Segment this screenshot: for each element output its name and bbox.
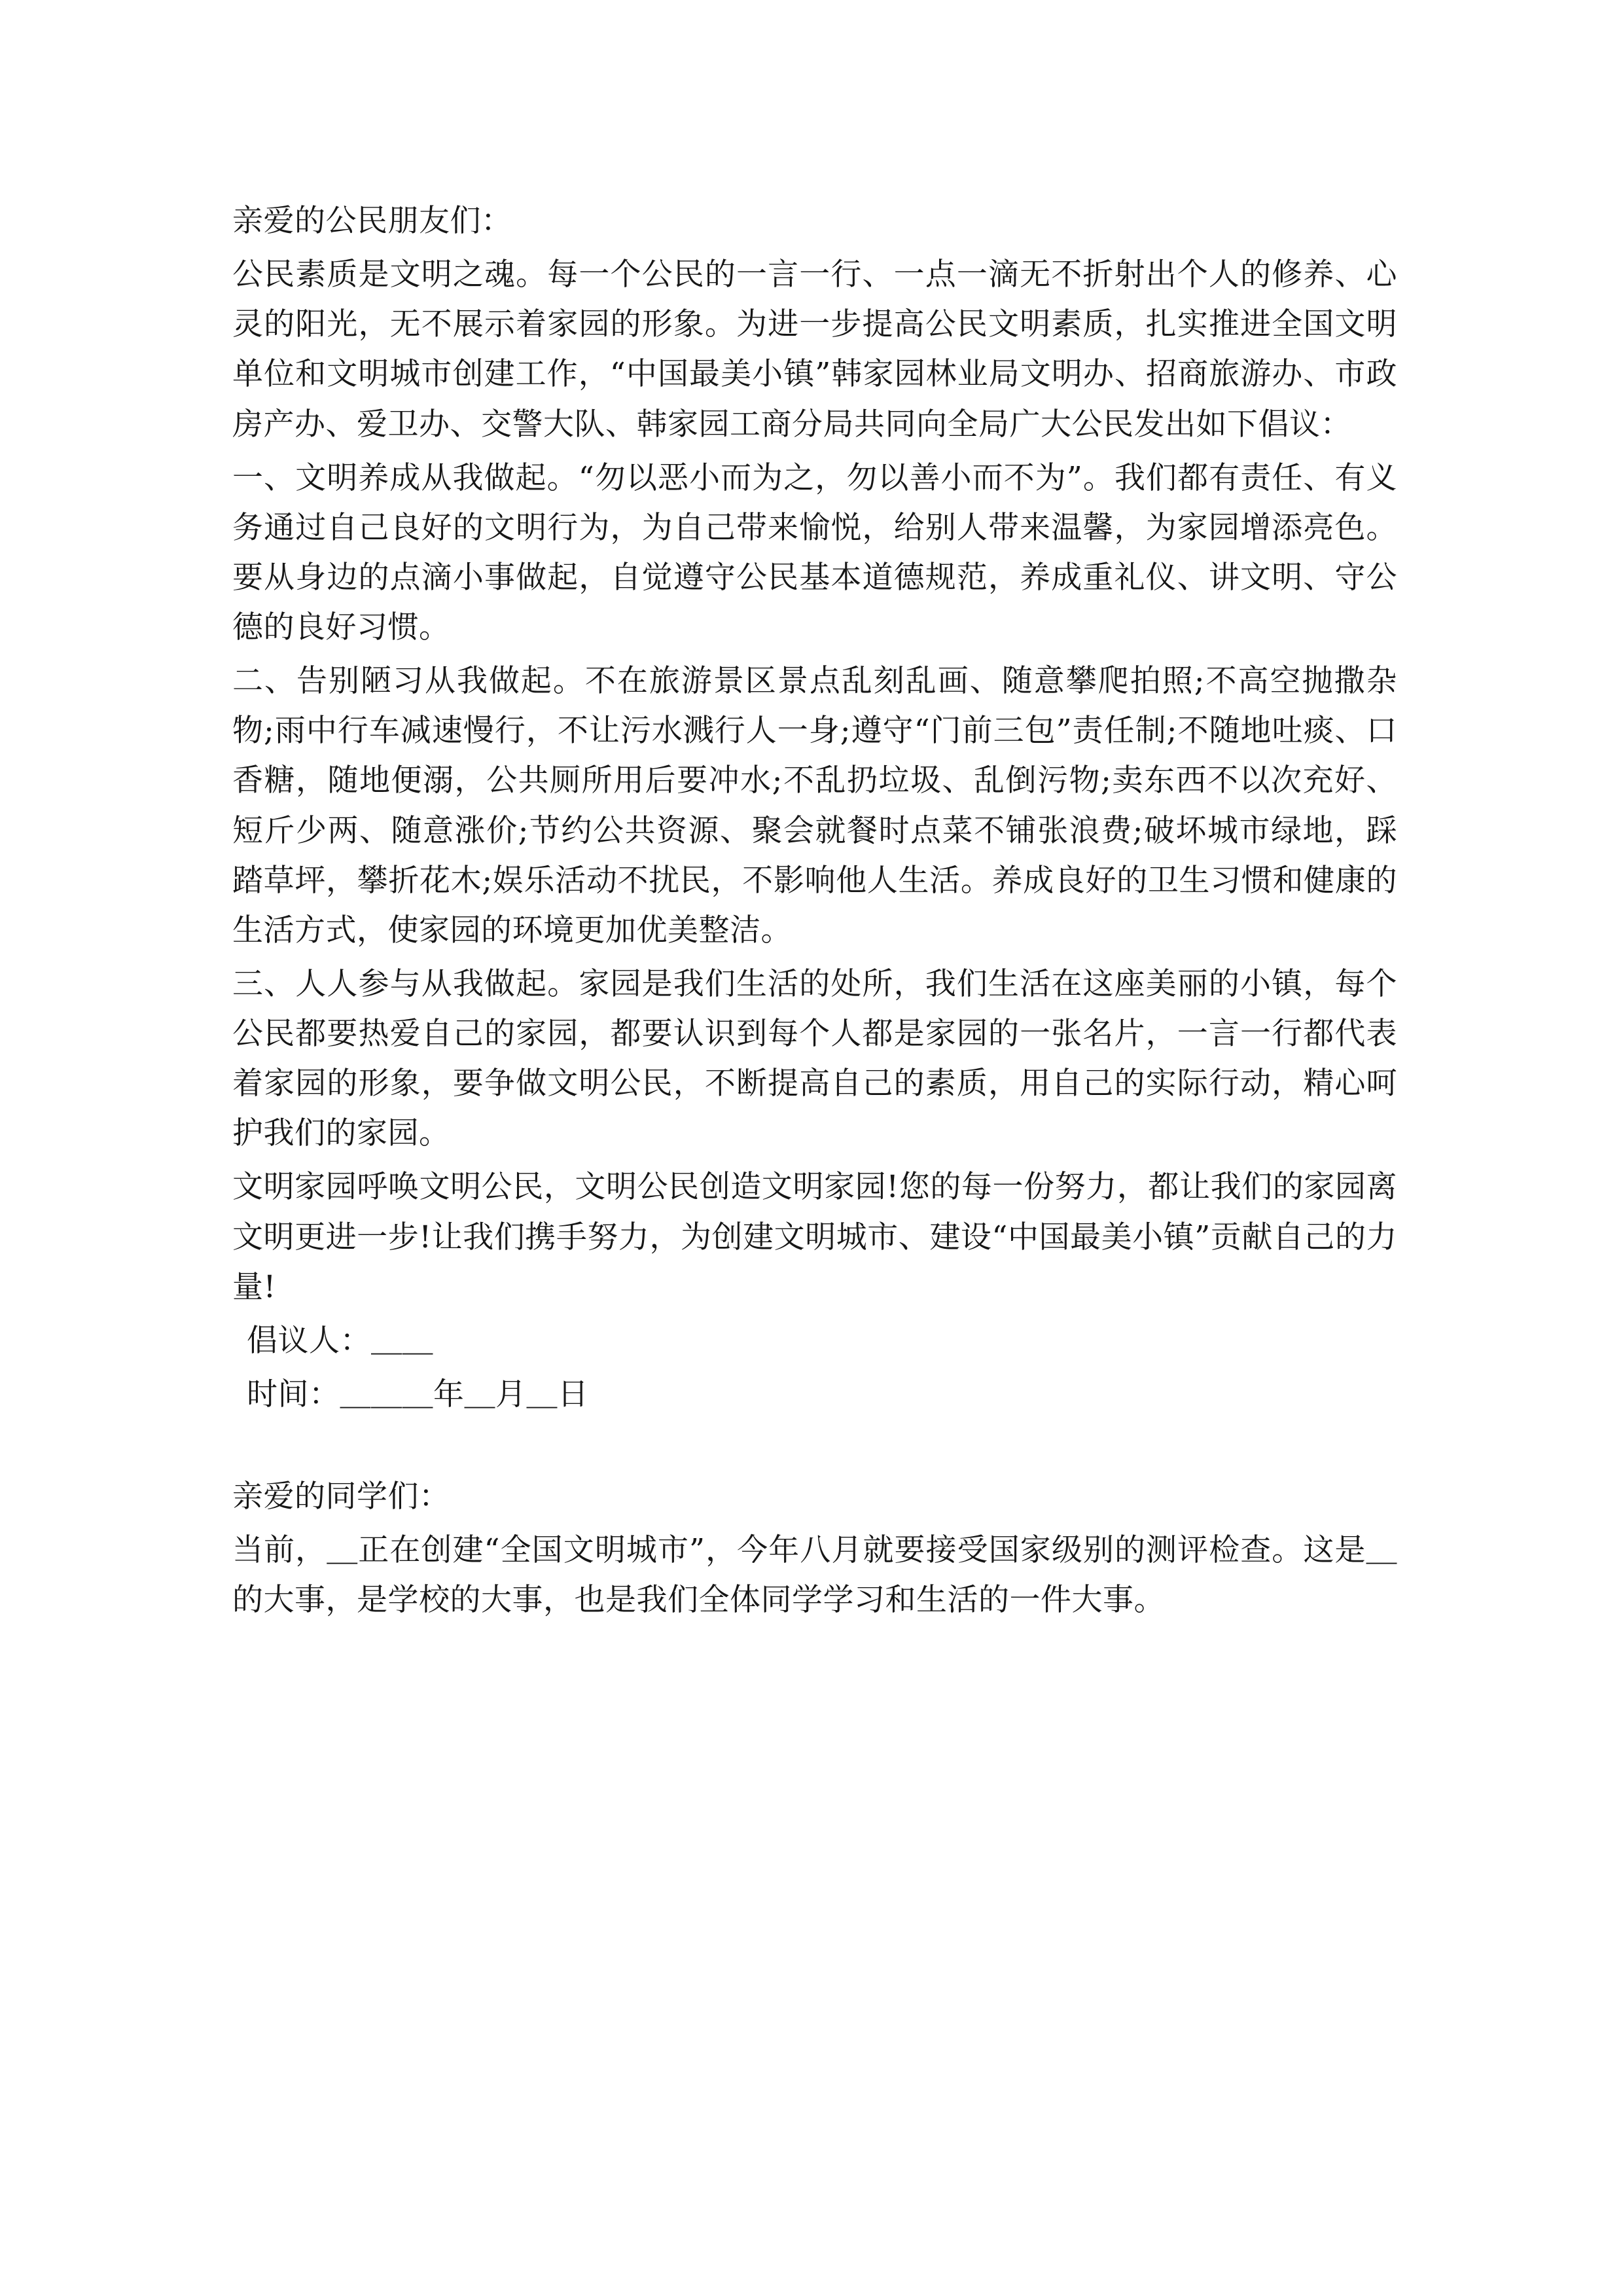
section1-paragraph-2: 一、文明养成从我做起。“勿以恶小而为之，勿以善小而不为”。我们都有责任、有义务通过自己良好的文明行为，为自己带来愉悦，给别人带来温馨，为家园增添亮色。要从身边的点滴小事做起，自觉遵守公民基本道德规范，养成重礼仪、讲文明、守公德的良好习惯。: [232, 459, 1397, 645]
section1-signature-date: 时间：＿＿＿年＿月＿日: [247, 1376, 589, 1412]
section1-salutation: 亲爱的公民朋友们：: [232, 203, 512, 239]
section1-signature-proposer: 倡议人：＿＿: [247, 1322, 433, 1359]
section1-paragraph-3: 二、告别陋习从我做起。不在旅游景区景点乱刻乱画、随意攀爬拍照;不高空抛撒杂物;雨中行车减速慢行，不让污水溅行人一身;遵守“门前三包”责任制;不随地吐痰、口香糖，随地便溺，公共厕所用后要冲水;不乱扔垃圾、乱倒污物;卖东西不以次充好、短斤少两、随意涨价;节约公共资源、聚会就餐时点菜不铺张浪费;破坏城市绿地，踩踏草坪，攀折花木;娱乐活动不扰民，不影响他人生活。养成良好的卫生习惯和健康的生活方式，使家园的环境更加优美整洁。: [232, 663, 1397, 948]
section1-paragraph-5: 文明家园呼唤文明公民，文明公民创造文明家园!您的每一份努力，都让我们的家园离文明更进一步!让我们携手努力，为创建文明城市、建设“中国最美小镇”贡献自己的力量!: [232, 1169, 1397, 1305]
section1-paragraph-4: 三、人人参与从我做起。家园是我们生活的处所，我们生活在这座美丽的小镇，每个公民都要热爱自己的家园，都要认识到每个人都是家园的一张名片，一言一行都代表着家园的形象，要争做文明公民，不断提高自己的素质，用自己的实际行动，精心呵护我们的家园。: [232, 965, 1397, 1152]
document-body: [232, 196, 1397, 1625]
section2-salutation: 亲爱的同学们：: [232, 1479, 450, 1515]
section2-paragraph-1: 当前，＿正在创建“全国文明城市”，今年八月就要接受国家级别的测评检查。这是＿的大事，是学校的大事，也是我们全体同学学习和生活的一件大事。: [232, 1532, 1397, 1619]
section-divider-space: [232, 1424, 1397, 1472]
section1-paragraph-1: 公民素质是文明之魂。每一个公民的一言一行、一点一滴无不折射出个人的修养、心灵的阳光，无不展示着家园的形象。为进一步提高公民文明素质，扎实推进全国文明单位和文明城市创建工作，“中国最美小镇”韩家园林业局文明办、招商旅游办、市政房产办、爱卫办、交警大队、韩家园工商分局共同向全局广大公民发出如下倡议：: [232, 257, 1397, 442]
